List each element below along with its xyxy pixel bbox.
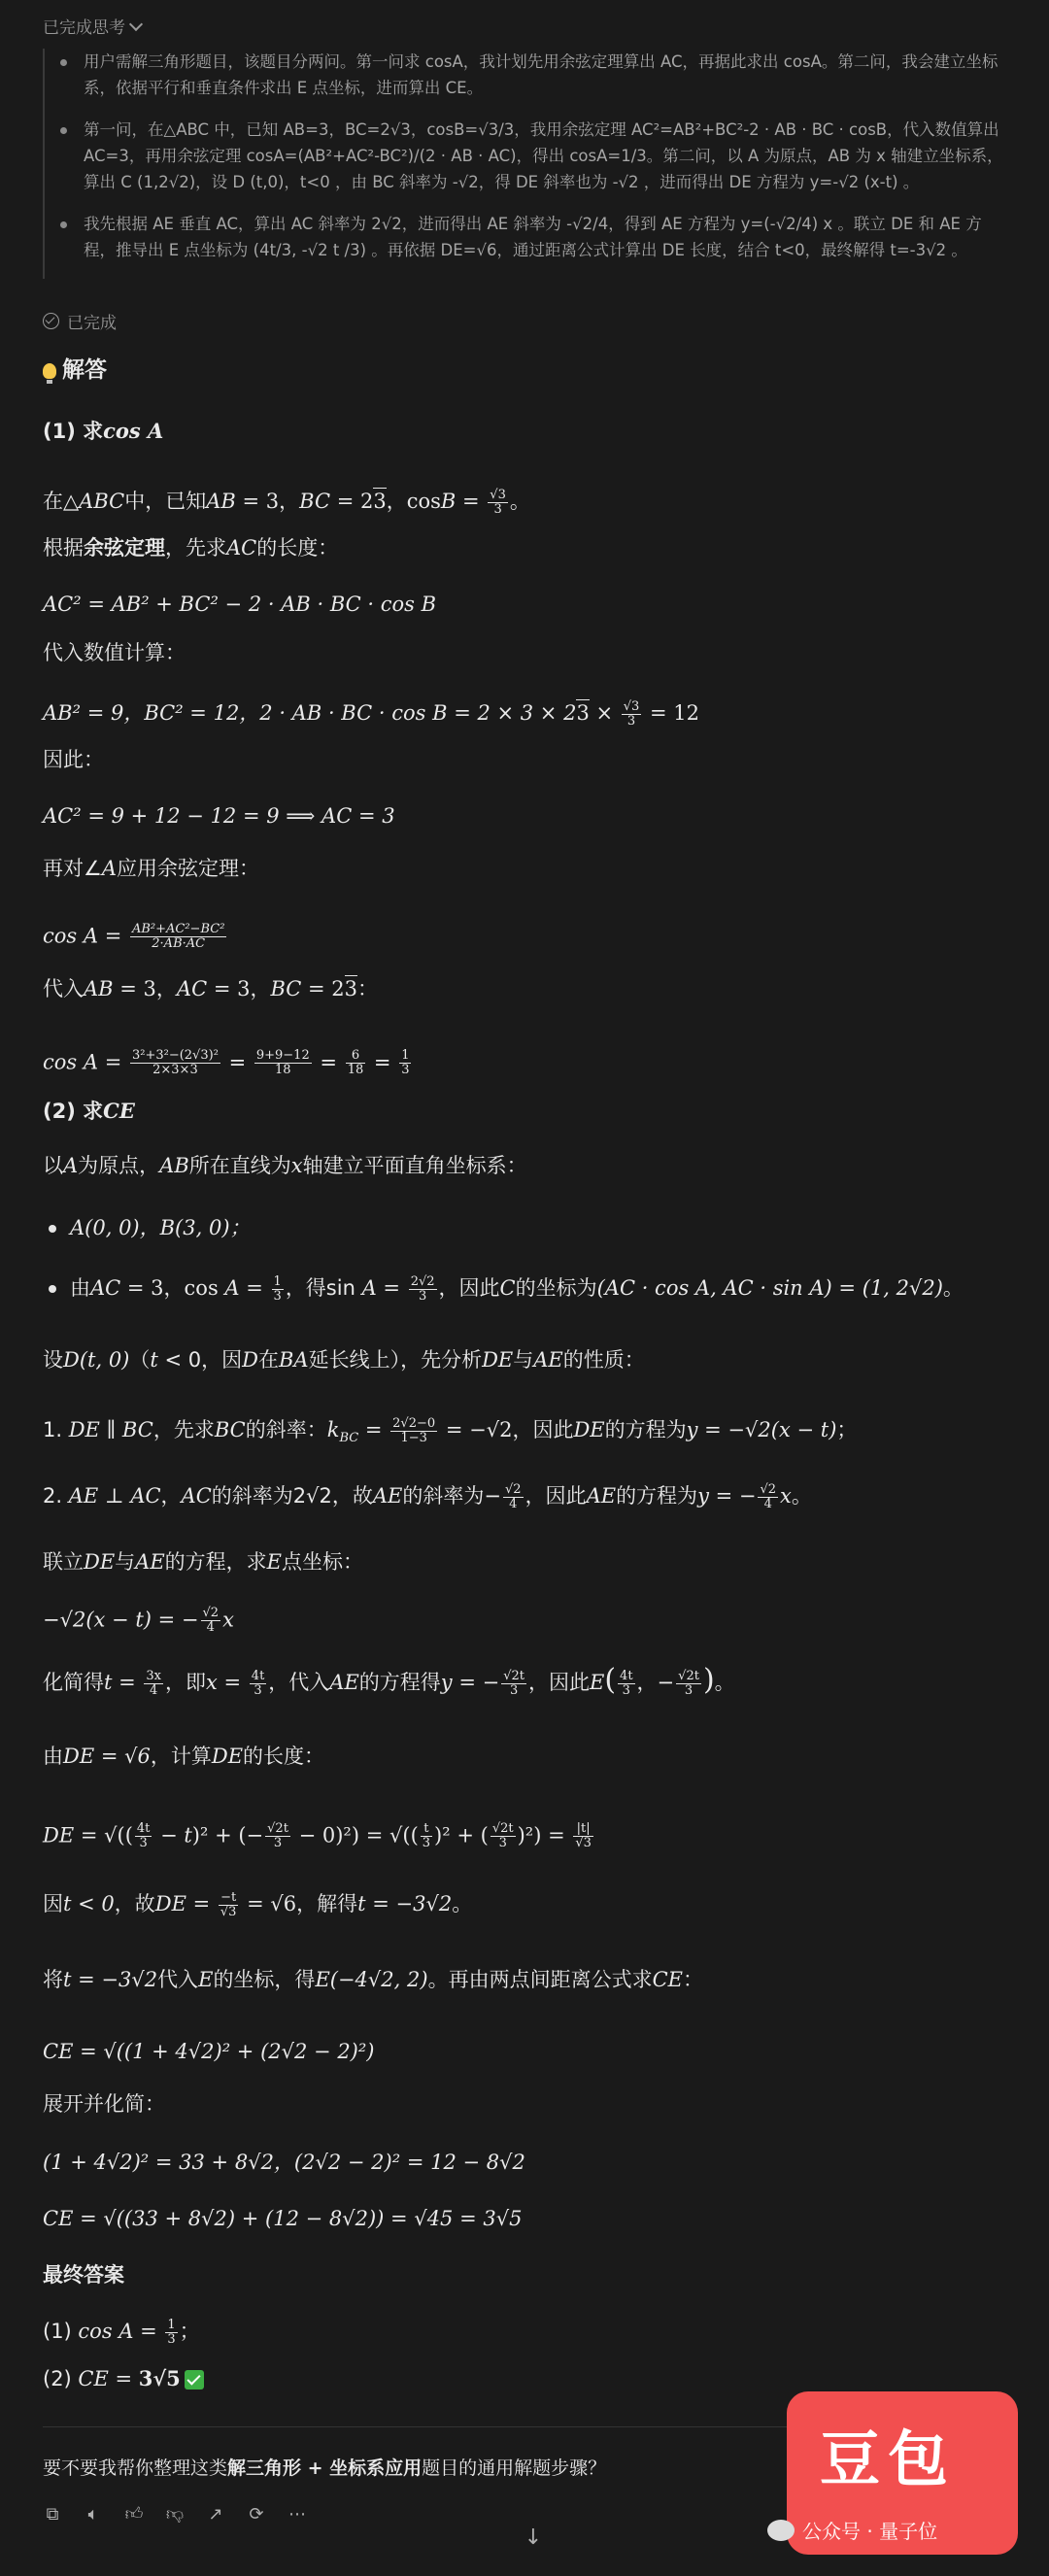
de-length-line: 由DE = √6，计算DE的长度： [43, 1745, 325, 1768]
thinking-step: 我先根据 AE 垂直 AC，算出 AC 斜率为 2√2，进而得出 AE 斜率为 -√2/4，得到 AE 方程为 y=(-√2/4) x 。联立 DE 和 AE 方程，推导出 E 点坐标为 (4t/3, -√2 t /3) 。再依据 DE=√6，通过距离公式计算出 DE 长度，结合 t<0，最终解得 t=-3√2 。 [45, 211, 1008, 263]
more-icon[interactable]: ⋯ [288, 2503, 306, 2525]
equation-de-distance: DE = √(( $\frac{4t}{3}$ − t)² + (− $\frac{√2t}{3}$ − 0)²) = √(( $\frac{t}{3}$ )² + ( $\frac{√2t}{3}$ )²) = $\frac{|t|}{√3}$ [43, 1821, 592, 1850]
bullet-icon [49, 1225, 56, 1233]
substitute-values-line: 代入AB = 3，AC = 3，BC = 23： [43, 977, 379, 1000]
scroll-down-icon[interactable]: ↓ [524, 2525, 543, 2550]
thinking-content [43, 49, 1008, 279]
equation-ce-distance: CE = √((1 + 4√2)² + (2√2 − 2)²) [43, 2040, 375, 2063]
copy-icon[interactable]: ⧉ [46, 2503, 59, 2525]
substitute-label: 代入数值计算： [43, 641, 186, 664]
law-of-cosines-line: 根据余弦定理，先求AC的长度： [43, 536, 339, 559]
bullet-point-c: 由AC = 3，cos A = $\frac{1}{3}$ ，得sin A = $\frac{2√2}{3}$ ，因此C的坐标为(AC · cos A, AC · sin A) = (1, 2√2)。 [43, 1272, 964, 1304]
lightbulb-icon [43, 363, 56, 379]
final-answer-2: (2) CE = 3√5 [43, 2366, 204, 2390]
doubao-logo: 豆包 [787, 2391, 1018, 2555]
thumbs-up-icon[interactable]: 👍︎ [124, 2504, 144, 2525]
solve-t-line: 因t < 0，故DE = $\frac{-t}{√3}$ = √6，解得t = −3√2。 [43, 1889, 473, 1919]
simplify-e-line: 化简得t = $\frac{3x}{4}$ ，即x = $\frac{4t}{3}$ ，代入AE的方程得y = − $\frac{√2t}{3}$ ，因此E( $\frac{4t}{3}$ ，− $\frac{√2t}{3}$ )。 [43, 1663, 735, 1698]
final-answer-1: (1) cos A = $\frac{1}{3}$ ； [43, 2317, 200, 2347]
bullet-icon [60, 59, 67, 66]
equation-cos-a-formula: cos A = $\frac{\text{AB²+AC²−BC²}}{2\cdot AB\cdot AC}$ [43, 922, 225, 951]
bullet-icon [60, 221, 67, 228]
check-circle-icon [43, 313, 59, 329]
final-answer-heading: 最终答案 [43, 2263, 124, 2287]
angle-a-line: 再对∠A应用余弦定理： [43, 857, 259, 880]
given-line: 在△ABC中，已知AB = 3，BC = 23，cosB = $\frac{√3}{3}$ 。 [43, 487, 530, 517]
equation-ce-result: CE = √((33 + 8√2) + (12 − 8√2)) = √45 = 3√5 [43, 2207, 523, 2230]
substitute-e-line: 将t = −3√2代入E的坐标，得E(−4√2, 2)。再由两点间距离公式求CE： [43, 1968, 703, 1991]
share-icon[interactable]: ↗ [208, 2503, 223, 2525]
solve-e-line: 联立DE与AE的方程，求E点坐标： [43, 1550, 364, 1574]
green-check-icon [185, 2370, 204, 2390]
wechat-watermark: 公众号 · 量子位 [767, 2516, 937, 2544]
equation-values: AB² = 9，BC² = 12，2 · AB · BC · cos B = 2 × 3 × 23 × $\frac{√3}{3}$ = 12 [43, 698, 699, 729]
thinking-toggle[interactable] [43, 14, 141, 38]
equation-ac-squared: AC² = AB² + BC² − 2 · AB · BC · cos B [43, 593, 437, 616]
step-perpendicular: 2. AE ⊥ AC，AC的斜率为2√2，故AE的斜率为− $\frac{√2}{4}$ ，因此AE的方程为y = − $\frac{√2}{4}$ x。 [43, 1481, 812, 1511]
coordinate-setup-line: 以A为原点，AB所在直线为x轴建立平面直角坐标系： [43, 1154, 527, 1177]
expand-label: 展开并化简： [43, 2092, 165, 2116]
set-d-line: 设D(t, 0)（t < 0，因D在BA延长线上），先分析DE与AE的性质： [43, 1348, 645, 1372]
bullet-points-ab: A(0, 0)，B(3, 0)； [43, 1212, 251, 1241]
thinking-step: 第一问，在△ABC 中，已知 AB=3，BC=2√3，cosB=√3/3，我用余弦定理 AC²=AB²+BC²-2 · AB · BC · cosB，代入数值算出 AC=3，再用余弦定理 cosA=(AB²+AC²-BC²)/(2 · AB · AC)，得出 cosA=1/3。第二问，以 A 为原点，AB 为 x 轴建立坐标系，算出 C (1,2√2)，设 D (t,0)，t<0 ，由 BC 斜率为 -√2，得 DE 斜率也为 -√2 ，进而得出 DE 方程为 y=-√2 (x-t) 。 [45, 117, 1008, 195]
thumbs-down-icon[interactable]: 👎︎ [165, 2504, 185, 2525]
part2-heading: (2) 求CE [43, 1099, 135, 1123]
thinking-done-status: 已完成 [43, 309, 117, 333]
step-parallel: 1. DE ∥ BC，先求BC的斜率：$k_{BC}$ = $\frac{2√2-0}{1-3}$ = −√2，因此DE的方程为y = −√2(x − t)； [43, 1415, 858, 1446]
bullet-icon [60, 127, 67, 134]
thinking-header-label: 已完成思考 [43, 18, 125, 38]
equation-intersection: −√2(x − t) = − $\frac{√2}{4}$ x [43, 1606, 234, 1635]
chevron-down-icon [129, 17, 143, 30]
thinking-step: 用户需解三角形题目，该题目分两问。第一问求 cosA，我计划先用余弦定理算出 AC，再据此求出 cosA。第二问，我会建立坐标系，依据平行和垂直条件求出 E 点坐标，进而算出 CE。 [45, 49, 1008, 101]
part1-heading: (1) 求cos A [43, 419, 164, 443]
followup-question: 要不要我帮你整理这类解三角形 + 坐标系应用题目的通用解题步骤？ [43, 2457, 607, 2479]
message-action-bar [43, 2504, 307, 2524]
equation-expand: (1 + 4√2)² = 33 + 8√2，(2√2 − 2)² = 12 − 8√2 [43, 2151, 525, 2174]
bullet-icon [49, 1285, 56, 1293]
therefore-label: 因此： [43, 748, 104, 771]
answer-title: 解答 [43, 352, 107, 384]
wechat-icon [767, 2520, 795, 2541]
equation-ac-result: AC² = 9 + 12 − 12 = 9 ⟹ AC = 3 [43, 804, 395, 828]
speaker-icon[interactable]: 🔈︎ [87, 2503, 99, 2525]
equation-cos-a-result: cos A = $\frac{\text{3²+3²−(2√3)²}}{2\times 3\times 3}$ = $\frac{9+9-12}{18}$ = $\frac{6}{18}$ = $\frac{1}{3}$ [43, 1048, 410, 1077]
regenerate-icon[interactable]: ⟳ [249, 2503, 264, 2525]
